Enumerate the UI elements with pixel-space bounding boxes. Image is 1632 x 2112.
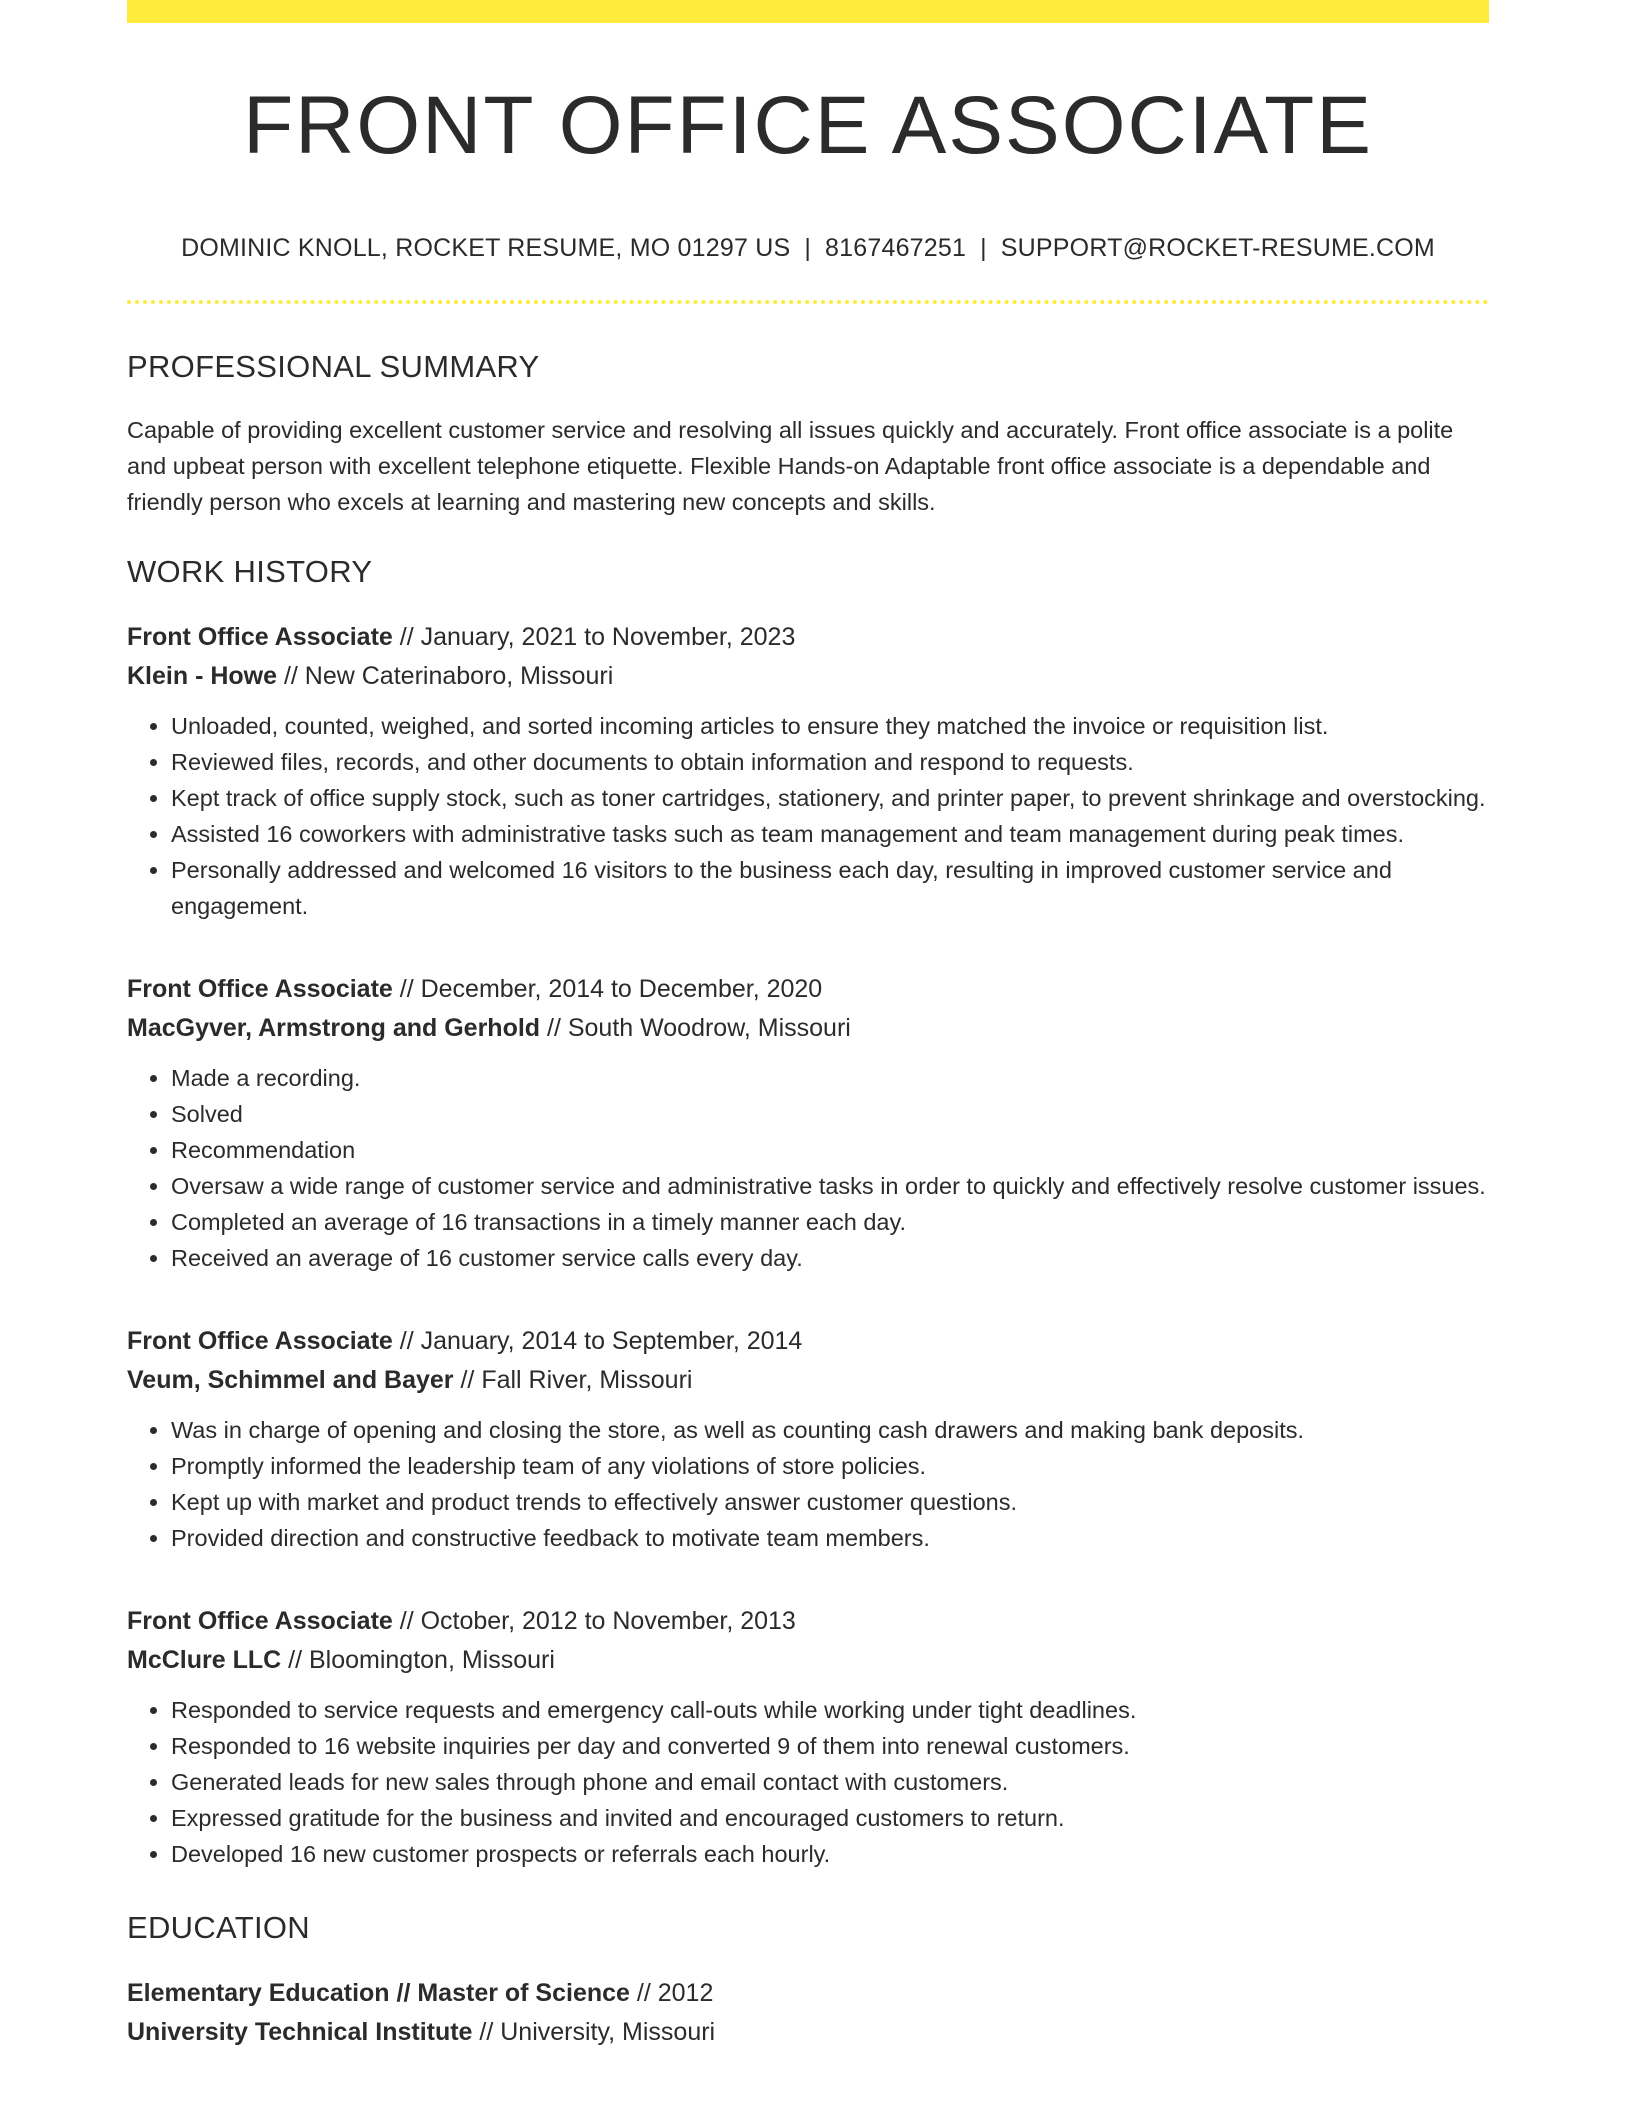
work-history-section — [127, 554, 1489, 1872]
job-duty-item: • Developed 16 new customer prospects or referrals each hourly. — [171, 1836, 1489, 1872]
contact-separator: | — [804, 234, 812, 262]
job-company: MacGyver, Armstrong and Gerhold — [127, 1014, 541, 1042]
contact-line — [127, 234, 1489, 263]
job-title: Front Office Associate — [127, 975, 393, 1003]
job-duty-item: • Kept track of office supply stock, such as toner cartridges, stationery, and printer paper, to prevent shrinkage and overstocking. — [171, 780, 1489, 816]
top-accent-bar — [127, 0, 1489, 23]
job-company-line — [127, 1009, 1489, 1048]
job-company-line — [127, 1361, 1489, 1400]
job-duty-item: • Expressed gratitude for the business and invited and encouraged customers to return. — [171, 1800, 1489, 1836]
section-heading-summary: PROFESSIONAL SUMMARY — [127, 349, 540, 384]
education-school-line — [127, 2013, 1489, 2052]
job-duty-item: • Generated leads for new sales through phone and email contact with customers. — [171, 1764, 1489, 1800]
job-duty-item: • Reviewed files, records, and other documents to obtain information and respond to requests. — [171, 744, 1489, 780]
job-title-line — [127, 1602, 1489, 1641]
job-dates: // January, 2014 to September, 2014 — [392, 1327, 803, 1355]
job-title: Front Office Associate — [127, 1607, 393, 1635]
contact-email[interactable]: SUPPORT@ROCKET-RESUME.COM — [1000, 234, 1435, 262]
job-duty-item: • Personally addressed and welcomed 16 visitors to the business each day, resulting in improved customer service and engagement. — [171, 852, 1489, 924]
job-dates: // December, 2014 to December, 2020 — [392, 975, 823, 1003]
job-company: McClure LLC — [127, 1646, 282, 1674]
job-duty-item: • Completed an average of 16 transactions in a timely manner each day. — [171, 1204, 1489, 1240]
job-location: // New Caterinaboro, Missouri — [277, 662, 614, 690]
job-company: Veum, Schimmel and Bayer — [127, 1366, 454, 1394]
job-duty-item: • Made a recording. — [171, 1060, 1489, 1096]
resume-page — [127, 0, 1489, 2052]
job-duty-item: • Solved — [171, 1096, 1489, 1132]
job-title-line — [127, 618, 1489, 657]
contact-address: DOMINIC KNOLL, ROCKET RESUME, MO 01297 US — [181, 234, 791, 262]
job-duty-item: • Responded to 16 website inquiries per day and converted 9 of them into renewal customers. — [171, 1728, 1489, 1764]
job-duties-list — [127, 1692, 1489, 1872]
contact-separator: | — [980, 234, 987, 262]
job-entry — [127, 618, 1489, 924]
job-location: // Fall River, Missouri — [453, 1366, 693, 1394]
education-degree-line — [127, 1974, 1489, 2013]
summary-text: Capable of providing excellent customer service and resolving all issues quickly and accurately. Front office associate is a polite and upbeat person with excellent telephone etiquette. Flexible Hands-on Adaptable front office associate is a dependable and friendly person who excels at learning and mastering new concepts and skills. — [127, 417, 1454, 515]
education-section — [127, 1910, 1489, 2052]
job-company: Klein - Howe — [127, 662, 278, 690]
job-title: Front Office Associate — [127, 623, 393, 651]
job-duty-item: • Responded to service requests and emergency call-outs while working under tight deadlines. — [171, 1692, 1489, 1728]
job-entry — [127, 1322, 1489, 1556]
job-duty-item: • Oversaw a wide range of customer service and administrative tasks in order to quickly and effectively resolve customer issues. — [171, 1168, 1489, 1204]
job-duty-item: • Recommendation — [171, 1132, 1489, 1168]
job-duty-item: • Unloaded, counted, weighed, and sorted incoming articles to ensure they matched the invoice or requisition list. — [171, 708, 1489, 744]
job-location: // Bloomington, Missouri — [281, 1646, 555, 1674]
job-title-line — [127, 1322, 1489, 1361]
job-entry — [127, 1602, 1489, 1872]
job-duties-list — [127, 1412, 1489, 1556]
education-location: // University, Missouri — [472, 2018, 716, 2046]
job-duty-item: • Received an average of 16 customer service calls every day. — [171, 1240, 1489, 1276]
contact-phone[interactable]: 8167467251 — [825, 234, 967, 262]
job-duty-item: • Provided direction and constructive feedback to motivate team members. — [171, 1520, 1489, 1556]
job-duties-list — [127, 1060, 1489, 1276]
section-heading-education: EDUCATION — [127, 1910, 310, 1945]
education-entry — [127, 1974, 1489, 2052]
resume-title: FRONT OFFICE ASSOCIATE — [243, 80, 1373, 171]
job-dates: // January, 2021 to November, 2023 — [392, 623, 796, 651]
job-dates: // October, 2012 to November, 2013 — [392, 1607, 796, 1635]
education-degree: Elementary Education // Master of Science — [127, 1979, 630, 2007]
job-location: // South Woodrow, Missouri — [540, 1014, 851, 1042]
job-duty-item: • Assisted 16 coworkers with administrative tasks such as team management and team management during peak times. — [171, 816, 1489, 852]
education-year: // 2012 — [629, 1979, 714, 2007]
job-company-line — [127, 657, 1489, 696]
header-divider — [127, 300, 1489, 304]
professional-summary-section — [127, 349, 1489, 520]
job-entry — [127, 970, 1489, 1276]
job-title-line — [127, 970, 1489, 1009]
job-company-line — [127, 1641, 1489, 1680]
job-duty-item: • Promptly informed the leadership team of any violations of store policies. — [171, 1448, 1489, 1484]
section-heading-work: WORK HISTORY — [127, 554, 373, 589]
job-duty-item: • Was in charge of opening and closing the store, as well as counting cash drawers and making bank deposits. — [171, 1412, 1489, 1448]
education-school: University Technical Institute — [127, 2018, 473, 2046]
job-title: Front Office Associate — [127, 1327, 393, 1355]
job-duties-list — [127, 708, 1489, 924]
job-duty-item: • Kept up with market and product trends to effectively answer customer questions. — [171, 1484, 1489, 1520]
